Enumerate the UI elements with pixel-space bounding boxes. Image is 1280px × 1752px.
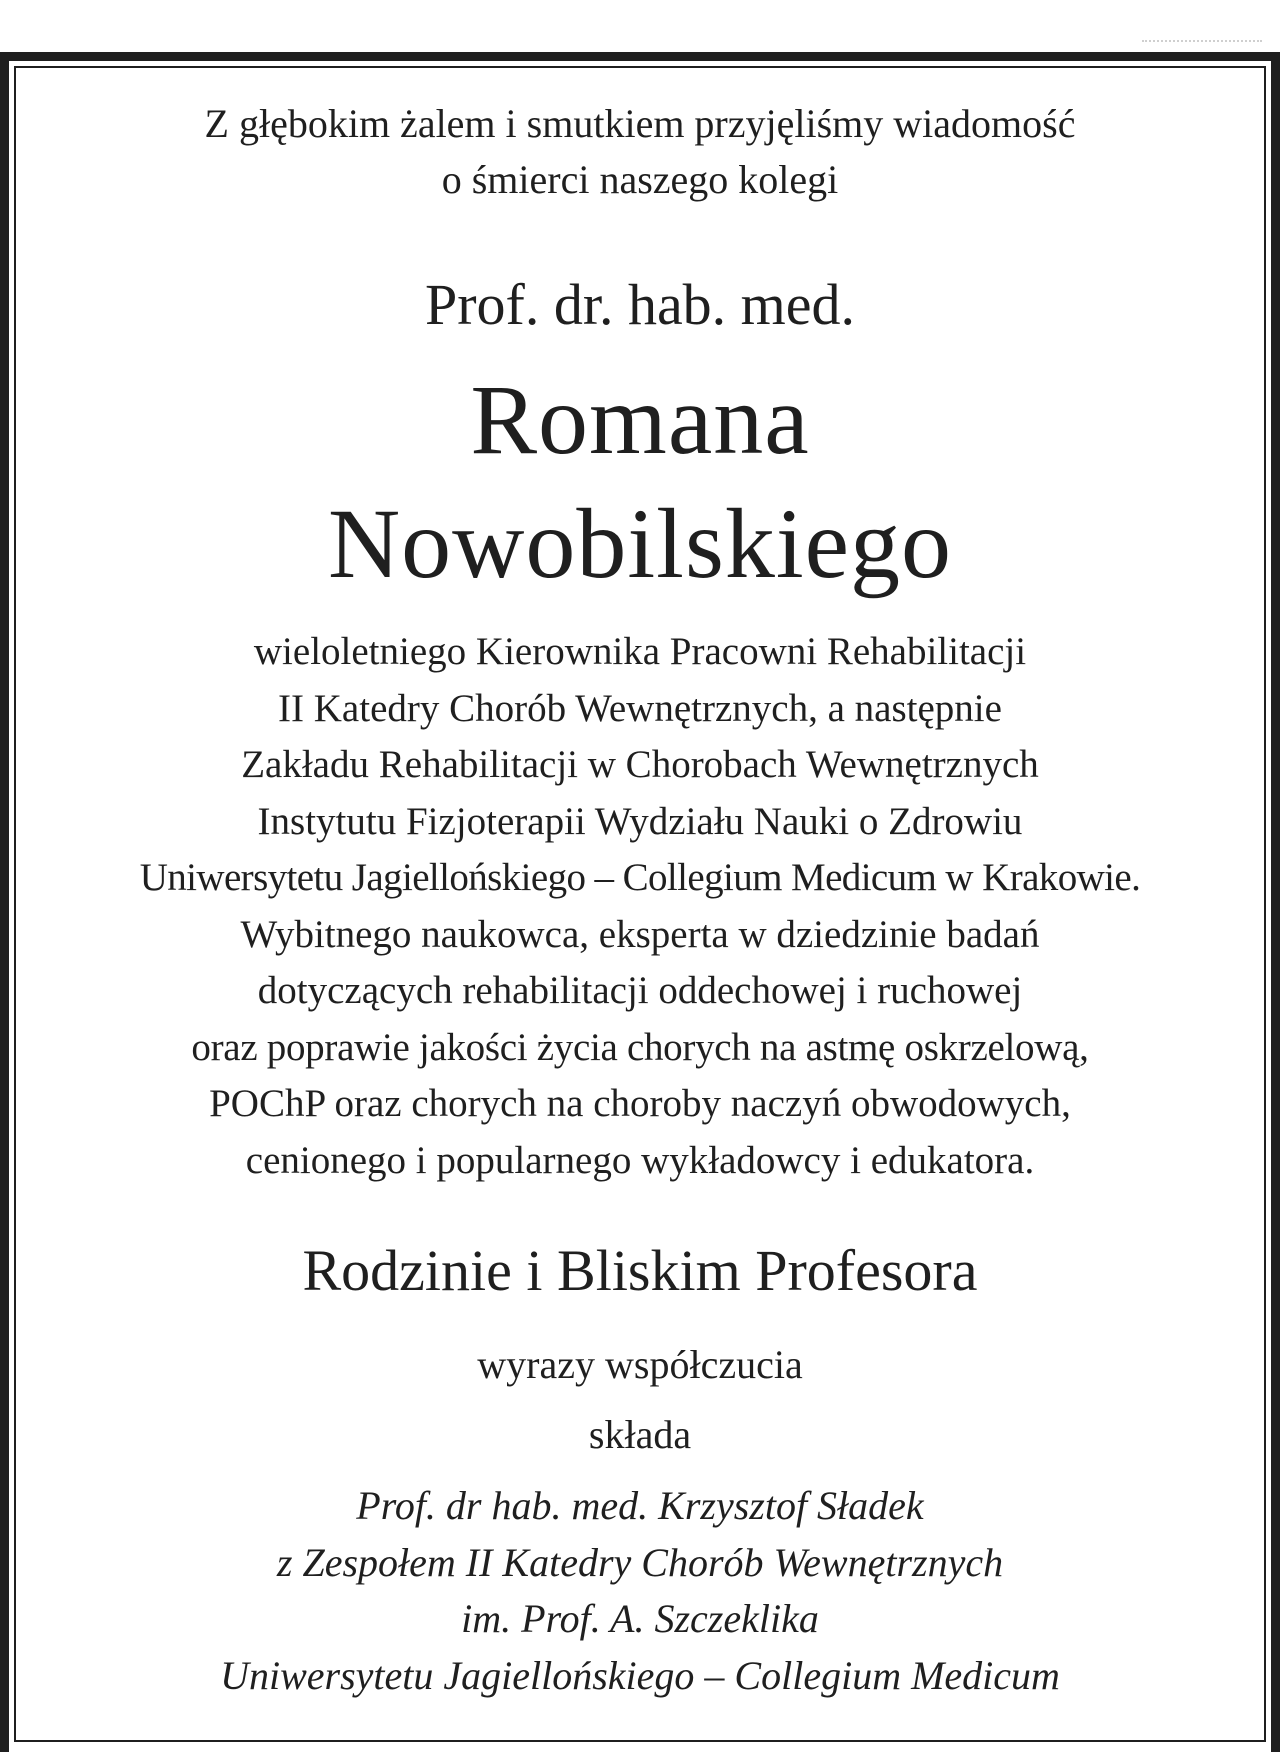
bio-line: cenionego i popularnego wykładowcy i edukatora. bbox=[245, 1138, 1035, 1182]
condolence-recipients: Rodzinie i Bliskim Profesora bbox=[302, 1238, 978, 1303]
condolence-phrase: wyrazy współczucia bbox=[477, 1342, 803, 1387]
intro-text bbox=[0, 96, 1280, 208]
intro-line: Z głębokim żalem i smutkiem przyjęliśmy wiadomość bbox=[204, 101, 1076, 146]
bio-line: wieloletniego Kierownika Pracowni Rehabilitacji bbox=[253, 630, 1027, 673]
bio-line: Zakładu Rehabilitacji w Chorobach Wewnętrznych bbox=[241, 743, 1039, 786]
bio-line: II Katedry Chorób Wewnętrznych, a następnie bbox=[278, 686, 1002, 730]
bio-line: POChP oraz chorych na choroby naczyń obwodowych, bbox=[209, 1082, 1071, 1125]
signer-line: im. Prof. A. Szczeklika bbox=[461, 1596, 819, 1641]
signatories bbox=[0, 1478, 1280, 1704]
deceased-name bbox=[0, 358, 1280, 606]
bio-line: Wybitnego naukowca, eksperta w dziedzinie badań bbox=[240, 912, 1040, 956]
academic-title: Prof. dr. hab. med. bbox=[424, 272, 856, 337]
signer-line: Uniwersytetu Jagiellońskiego – Collegium Medicum bbox=[220, 1652, 1060, 1698]
biography bbox=[0, 624, 1280, 1189]
bio-line: Instytutu Fizjoterapii Wydziału Nauki o Zdrowiu bbox=[257, 799, 1023, 843]
scan-artifact bbox=[1142, 40, 1262, 48]
condolence-verb: składa bbox=[588, 1412, 692, 1457]
signer-line: Prof. dr hab. med. Krzysztof Sładek bbox=[356, 1483, 924, 1528]
intro-line: o śmierci naszego kolegi bbox=[441, 157, 839, 202]
bio-line: oraz poprawie jakości życia chorych na astmę oskrzelową, bbox=[191, 1025, 1089, 1069]
bio-line: dotyczących rehabilitacji oddechowej i ruchowej bbox=[257, 969, 1023, 1012]
first-name: Romana bbox=[470, 364, 810, 475]
signer-line: z Zespołem II Katedry Chorób Wewnętrznych bbox=[276, 1539, 1004, 1585]
bio-line: Uniwersytetu Jagiellońskiego – Collegium Medicum w Krakowie. bbox=[139, 856, 1141, 899]
surname: Nowobilskiego bbox=[327, 488, 953, 599]
